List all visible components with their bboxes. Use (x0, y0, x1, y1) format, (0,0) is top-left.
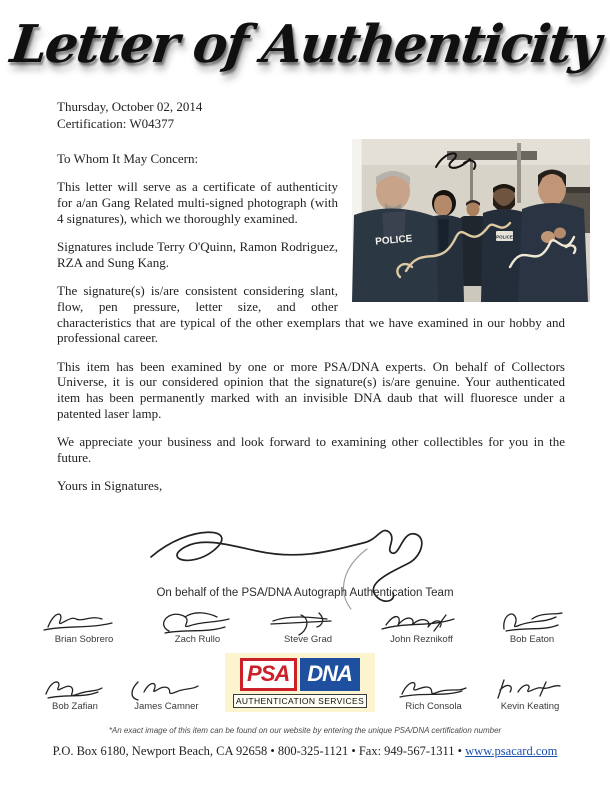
psa-dna-logo (225, 653, 375, 712)
signer-name: Rich Consola (405, 700, 462, 712)
website-link[interactable]: www.psacard.com (465, 743, 558, 758)
salutation: To Whom It May Concern: (57, 150, 199, 166)
signer-brian-sobrero (38, 607, 130, 645)
signer-name: Bob Zafian (52, 700, 98, 712)
signature-icon (38, 607, 130, 637)
footnote: *An exact image of this item can be found on our website by entering the unique PSA/DNA certification number (108, 725, 502, 735)
signature-icon (124, 674, 208, 704)
team-line: On behalf of the PSA/DNA Autograph Authentication Team (156, 586, 454, 599)
paragraph-examined: This item has been examined by one or more PSA/DNA experts. On behalf of Collectors Universe, it is our considered opinion that the signature(s) is/are genuine. Your authenticated item has been permanently marked with an invisible DNA daub that will fluoresce under a patented laser lamp. (57, 358, 565, 421)
logo-subtitle: AUTHENTICATION SERVICES (233, 694, 367, 708)
signature-icon (265, 607, 351, 637)
certification-number: Certification: W04377 (57, 115, 175, 131)
signature-icon (155, 607, 241, 637)
signer-name: Kevin Keating (500, 700, 560, 712)
photo-illustration (352, 139, 590, 302)
signer-bob-zafian (38, 674, 112, 712)
signature-icon (492, 607, 572, 637)
dna-logo-text: DNA (300, 658, 360, 691)
signer-bob-eaton (492, 607, 572, 645)
signer-name: Brian Sobrero (54, 633, 114, 645)
police-vest-label-small: POLICE (496, 234, 513, 240)
signer-name: Zach Rullo (174, 633, 221, 645)
address-text: P.O. Box 6180, Newport Beach, CA 92658 • 800-325-1121 • Fax: 949-567-1311 • (52, 743, 466, 758)
meta-block (57, 99, 565, 133)
paragraph-appreciate: We appreciate your business and look forward to examining other collectibles for you in the future. (57, 434, 565, 465)
signature-icon (38, 674, 112, 704)
signature-icon (376, 607, 468, 637)
signer-john-reznikoff (376, 607, 468, 645)
signer-name: James Camner (134, 700, 199, 712)
signer-rich-consola (392, 674, 476, 712)
paragraph-signatures-include: Signatures include Terry O'Quinn, Ramon Rodriguez, RZA and Sung Kang. (57, 239, 338, 270)
letter-header (0, 14, 610, 75)
footer-address-line (0, 744, 610, 759)
signer-name: Bob Eaton (509, 633, 555, 645)
psa-dna-logo-top (233, 658, 367, 691)
paragraph-consistency: The signature(s) is/are consistent considering slant, flow, pen pressure, letter size, and other characteristics that are typical of the other exemplars that we have examined in our hobby and professional career. (57, 283, 565, 346)
signature-icon (392, 674, 476, 704)
signer-name: John Reznikoff (390, 633, 453, 645)
page-title: Letter of Authenticity (7, 14, 603, 75)
signed-photograph (352, 139, 590, 302)
signer-james-camner (124, 674, 208, 712)
closing-line: Yours in Signatures, (57, 478, 163, 494)
signer-row-2 (38, 653, 572, 712)
signer-steve-grad (265, 607, 351, 645)
letter-body (57, 151, 565, 494)
signer-name: Steve Grad (283, 633, 333, 645)
letter-date: Thursday, October 02, 2014 (57, 99, 203, 114)
signature-icon (488, 674, 572, 704)
signer-kevin-keating (488, 674, 572, 712)
police-vest-label: POLICE (374, 233, 413, 248)
psa-logo-text: PSA (240, 658, 297, 691)
signer-zach-rullo (155, 607, 241, 645)
paragraph-certificate: This letter will serve as a certificate of authenticity for a/an Gang Related multi-signed photograph (with 4 signatures), which we thoroughly examined. (57, 179, 338, 226)
signer-row-1 (38, 607, 572, 645)
